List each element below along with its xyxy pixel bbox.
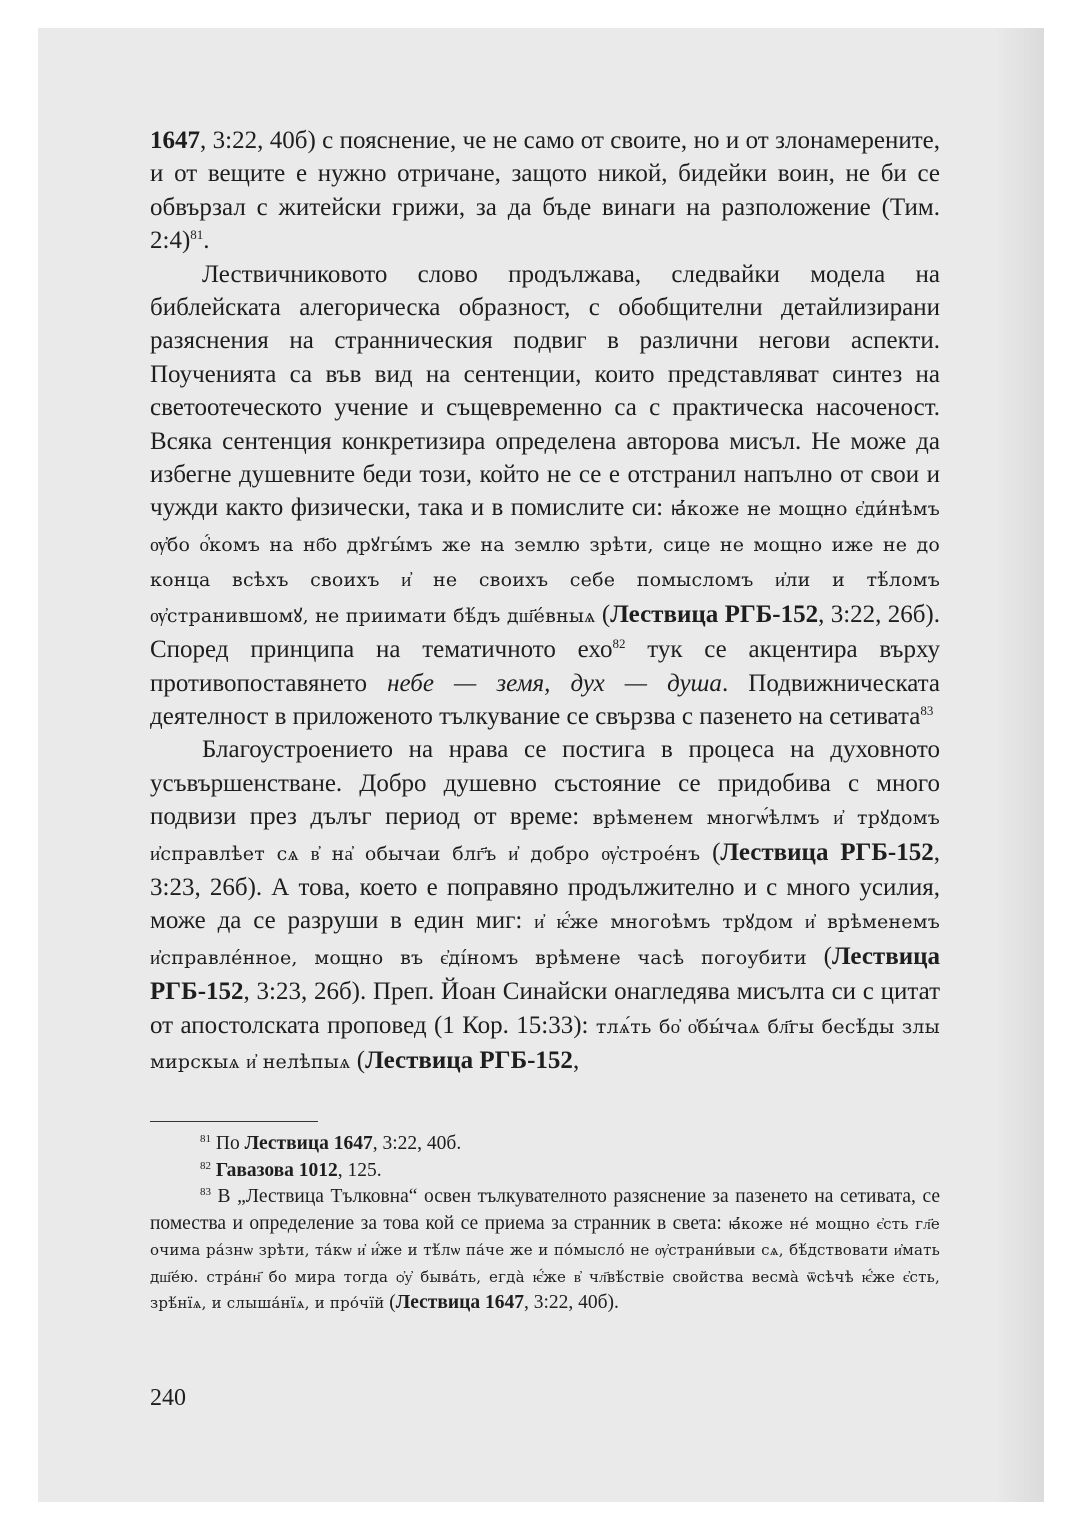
text-run: ( — [384, 1292, 396, 1313]
text-run: , 3:22, 40б. — [372, 1133, 462, 1154]
church-slavonic-quote: тлѧ́ть бо҆ о҆бы́чаѧ бл҃гы бесѣ́ды злы мирскыѧ и҆ нелѣпыѧ — [150, 1015, 941, 1073]
page-number: 240 — [150, 1385, 186, 1411]
text-run: , 3:22, 40б). — [523, 1292, 619, 1313]
footnotes — [150, 1131, 940, 1317]
text-run: ( — [350, 1046, 366, 1074]
footnote-number: 83 — [200, 1186, 211, 1198]
bold-citation: Лествица РГБ-152 — [365, 1046, 573, 1074]
text-run: ( — [595, 600, 611, 628]
church-slavonic-quote: и҆ ѥ҆́же многоѣмъ трꙋдом и҆ врѣменемъ и҆справле́нное, мощно въ є҆ді́номъ врѣмене часѣ погоубити — [150, 911, 940, 969]
bold-citation: 1647 — [150, 127, 200, 154]
bold-citation: Лествица РГБ-152 — [720, 838, 934, 866]
church-slavonic-quote: врѣменем многѡ́ѣлмъ и҆ трꙋдомъ и҆справлѣет сѧ в҆ на҆ обычаи блг҃ъ и҆ добро ѹ҆строе́нъ — [150, 807, 940, 865]
main-text — [150, 124, 940, 1079]
bold-citation: Лествица 1647 — [244, 1133, 373, 1154]
text-run: . — [203, 227, 210, 255]
church-slavonic-quote: ꙗ҆́коже не́ мощно є҆сть гл҃е очима ра́знѡ зрѣти, та́кѡ и҆ и҆́же и тѣ́лѡ па́че же и по́мысло́ не ѹ҆страни́выи сѧ, бѣ́дствовати и҆мать дш҃е́ю. стра́нн҃ бо мира тогда ѻ҆у҆ быва́ть, егда̀ ѥ҆́же в҆ чл҃вѣ́ствіе свойства весма̀ ѿсѣчѣ ѥ҆́же є҆сть, зрѣ́нїѧ, и слыша́нїѧ, и про́чїй — [150, 1214, 941, 1312]
footnote-separator — [150, 1121, 318, 1122]
text-run: В „Лествица Тълковна“ освен тълкувателното разяснение за пазенето на сетивата, се помества и определение за това кой се приема за странник в света: — [150, 1186, 940, 1234]
footnote-ref: 83 — [920, 702, 934, 718]
text-run: , — [572, 1046, 580, 1074]
bold-citation: Лествица 1647 — [395, 1292, 524, 1313]
text-run: По — [211, 1133, 245, 1154]
text-run: , 3:23, 26б). А това, което е поправяно продължително и с много усилия, може да се разруши в един миг: — [150, 838, 940, 935]
footnote-81 — [150, 1131, 940, 1158]
footnote-number: 81 — [200, 1133, 211, 1145]
text-run: ( — [700, 838, 721, 866]
footnote-ref: 81 — [190, 227, 204, 243]
text-run: , 3:22, 26б). Според принципа на тематичното ехо — [150, 600, 941, 664]
text-run: , 3:23, 26б). Преп. Йоан Синайски онагледява мисълта си с цитат от апостолската проповед (1 Кор. 15:33): — [150, 978, 940, 1039]
church-slavonic-quote: ꙗ҆́коже не мощно є҆ди́нѣмъ ѹ҆бо о҆́комъ на нб҃о дрꙋгы́мъ же на землю зрѣти, сице не мощно иже не до конца всѣхъ своихъ и҆ не своихъ себе помысломъ и҆ли и тѣ́ломъ ѹ҆странившомꙋ, не приимати бѣ́дъ дш҃е́вныѧ — [150, 498, 940, 627]
footnote-number: 82 — [200, 1159, 211, 1172]
paragraph-1 — [150, 124, 940, 258]
text-run: ( — [806, 942, 832, 970]
text-run: , 3:22, 40б) с пояснение, че не само от своите, но и от злонамерените, и от вещите е нужно отричане, защото никой, бидейки воин, не би се обвързал с житейски грижи, за да бъде винаги на разположение (Тим. 2:4) — [150, 127, 940, 255]
text-run: тук се акцентира върху противопоставянето — [150, 636, 940, 697]
footnote-83 — [150, 1184, 940, 1317]
paragraph-3 — [150, 733, 940, 1079]
bold-citation: Лествица РГБ-152 — [610, 600, 819, 628]
footnote-82 — [150, 1158, 940, 1185]
paragraph-2 — [150, 258, 940, 734]
text-run: , 125. — [337, 1159, 382, 1181]
text-run: . Подвижническата деятелност в приложеното тълкувание се свързва с пазенето на сетивата — [150, 669, 940, 730]
bold-citation: Гавазова 1012 — [215, 1159, 338, 1181]
bold-citation: Лествица РГБ-152 — [150, 942, 941, 1006]
italic-phrase: небе — земя, дух — душа — [387, 669, 722, 697]
page-edge-shadow — [994, 28, 1044, 1502]
footnote-ref: 82 — [612, 636, 626, 652]
text-run: Благоустроението на нрава се постига в процеса на духовното усъвършенстване. Добро душевно състояние се придобива с много подвизи през дълъг период от време: — [150, 736, 940, 831]
text-run: Лествичниковото слово продължава, следвайки модела на библейската алегорическа образност, с обобщителни детайлизирани разяснения на странническия подвиг в различни негови аспекти. Поученията са във вид на сентенции, които представляват синтез на светоотеческото учение и същевременно са с практическа насоченост. Всяка сентенция конкретизира определена авторова мисъл. Не може да избегне душевните беди този, който не се е отстранил напълно от свои и чужди както физически, така и в помислите си: — [150, 260, 940, 522]
